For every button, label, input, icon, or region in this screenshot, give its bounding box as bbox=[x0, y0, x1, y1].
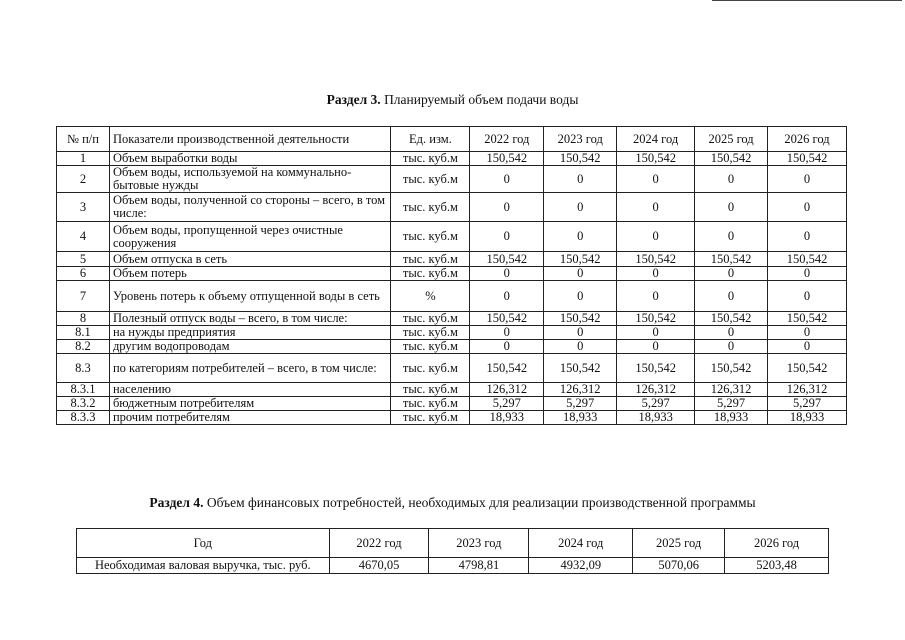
value-2024: 0 bbox=[617, 326, 695, 340]
table-row bbox=[57, 166, 847, 193]
value-2025: 0 bbox=[695, 340, 768, 354]
unit: тыс. куб.м bbox=[391, 267, 470, 281]
value-2022: 0 bbox=[470, 222, 544, 252]
value-2023: 0 bbox=[544, 267, 617, 281]
value-2024: 126,312 bbox=[617, 383, 695, 397]
unit: тыс. куб.м bbox=[391, 222, 470, 252]
unit: тыс. куб.м bbox=[391, 326, 470, 340]
row-number: 8.3 bbox=[57, 354, 110, 383]
indicator-name: на нужды предприятия bbox=[109, 326, 391, 340]
row-number: 6 bbox=[57, 267, 110, 281]
unit: тыс. куб.м bbox=[391, 340, 470, 354]
value-2024: 0 bbox=[617, 166, 695, 193]
table-row bbox=[57, 152, 847, 166]
value-2023: 0 bbox=[544, 326, 617, 340]
value-2025: 150,542 bbox=[695, 354, 768, 383]
value-2022: 0 bbox=[470, 267, 544, 281]
col-header-2022: 2022 год bbox=[470, 127, 544, 152]
value-2025: 5070,06 bbox=[633, 558, 725, 574]
value-2022: 5,297 bbox=[470, 397, 544, 411]
table-row bbox=[57, 222, 847, 252]
table-row bbox=[57, 267, 847, 281]
table-header-row bbox=[57, 127, 847, 152]
value-2025: 150,542 bbox=[695, 312, 768, 326]
unit: тыс. куб.м bbox=[391, 397, 470, 411]
indicator-name: по категориям потребителей – всего, в том числе: bbox=[109, 354, 391, 383]
row-number: 8.2 bbox=[57, 340, 110, 354]
water-supply-table bbox=[56, 126, 847, 425]
value-2025: 0 bbox=[695, 193, 768, 222]
col-header-year: Год bbox=[77, 529, 330, 558]
col-header-2026: 2026 год bbox=[768, 127, 847, 152]
value-2025: 0 bbox=[695, 222, 768, 252]
table-row bbox=[57, 397, 847, 411]
value-2022: 0 bbox=[470, 166, 544, 193]
value-2026: 5,297 bbox=[768, 397, 847, 411]
value-2026: 0 bbox=[768, 326, 847, 340]
value-2023: 126,312 bbox=[544, 383, 617, 397]
unit: тыс. куб.м bbox=[391, 383, 470, 397]
indicator-name: Объем выработки воды bbox=[109, 152, 391, 166]
value-2024: 150,542 bbox=[617, 152, 695, 166]
row-number: 8.3.3 bbox=[57, 411, 110, 425]
row-number: 1 bbox=[57, 152, 110, 166]
value-2023: 0 bbox=[544, 193, 617, 222]
table-row bbox=[57, 411, 847, 425]
row-label: Необходимая валовая выручка, тыс. руб. bbox=[77, 558, 330, 574]
col-header-2026: 2026 год bbox=[725, 529, 829, 558]
value-2026: 0 bbox=[768, 193, 847, 222]
value-2022: 0 bbox=[470, 340, 544, 354]
col-header-2023: 2023 год bbox=[544, 127, 617, 152]
value-2023: 0 bbox=[544, 222, 617, 252]
section-3-number: Раздел 3. bbox=[326, 92, 381, 107]
indicator-name: Объем воды, полученной со стороны – всего, в том числе: bbox=[109, 193, 391, 222]
value-2026: 126,312 bbox=[768, 383, 847, 397]
value-2026: 0 bbox=[768, 281, 847, 312]
section-4-title: Объем финансовых потребностей, необходимых для реализации производственной программы bbox=[203, 495, 756, 510]
unit: тыс. куб.м bbox=[391, 166, 470, 193]
value-2022: 150,542 bbox=[470, 252, 544, 267]
row-number: 8.3.1 bbox=[57, 383, 110, 397]
indicator-name: Объем воды, пропущенной через очистные сооружения bbox=[109, 222, 391, 252]
value-2023: 0 bbox=[544, 281, 617, 312]
unit: % bbox=[391, 281, 470, 312]
indicator-name: Объем потерь bbox=[109, 267, 391, 281]
value-2022: 126,312 bbox=[470, 383, 544, 397]
col-header-2022: 2022 год bbox=[329, 529, 429, 558]
value-2025: 0 bbox=[695, 267, 768, 281]
value-2024: 5,297 bbox=[617, 397, 695, 411]
table-header-row bbox=[77, 529, 829, 558]
value-2026: 150,542 bbox=[768, 152, 847, 166]
unit: тыс. куб.м bbox=[391, 193, 470, 222]
value-2022: 0 bbox=[470, 281, 544, 312]
value-2025: 5,297 bbox=[695, 397, 768, 411]
value-2023: 18,933 bbox=[544, 411, 617, 425]
row-number: 3 bbox=[57, 193, 110, 222]
col-header-unit: Ед. изм. bbox=[391, 127, 470, 152]
value-2023: 5,297 bbox=[544, 397, 617, 411]
indicator-name: бюджетным потребителям bbox=[109, 397, 391, 411]
table-row bbox=[57, 340, 847, 354]
table-row bbox=[77, 558, 829, 574]
value-2026: 5203,48 bbox=[725, 558, 829, 574]
indicator-name: Объем отпуска в сеть bbox=[109, 252, 391, 267]
value-2023: 150,542 bbox=[544, 252, 617, 267]
indicator-name: другим водопроводам bbox=[109, 340, 391, 354]
col-header-indicator: Показатели производственной деятельности bbox=[109, 127, 391, 152]
value-2025: 18,933 bbox=[695, 411, 768, 425]
value-2024: 150,542 bbox=[617, 354, 695, 383]
value-2024: 0 bbox=[617, 267, 695, 281]
section-3-title: Планируемый объем подачи воды bbox=[380, 92, 579, 107]
value-2024: 4932,09 bbox=[529, 558, 633, 574]
table-row bbox=[57, 281, 847, 312]
indicator-name: прочим потребителям bbox=[109, 411, 391, 425]
row-number: 4 bbox=[57, 222, 110, 252]
value-2026: 18,933 bbox=[768, 411, 847, 425]
col-header-2024: 2024 год bbox=[529, 529, 633, 558]
unit: тыс. куб.м bbox=[391, 312, 470, 326]
table-row bbox=[57, 252, 847, 267]
indicator-name: Уровень потерь к объему отпущенной воды в сеть bbox=[109, 281, 391, 312]
value-2022: 150,542 bbox=[470, 354, 544, 383]
row-number: 7 bbox=[57, 281, 110, 312]
indicator-name: Объем воды, используемой на коммунально-бытовые нужды bbox=[109, 166, 391, 193]
row-number: 2 bbox=[57, 166, 110, 193]
value-2026: 0 bbox=[768, 222, 847, 252]
value-2026: 150,542 bbox=[768, 354, 847, 383]
section-4-heading bbox=[0, 495, 905, 511]
value-2024: 0 bbox=[617, 281, 695, 312]
table-row bbox=[57, 312, 847, 326]
row-number: 8.1 bbox=[57, 326, 110, 340]
unit: тыс. куб.м bbox=[391, 152, 470, 166]
value-2022: 150,542 bbox=[470, 312, 544, 326]
indicator-name: населению bbox=[109, 383, 391, 397]
value-2023: 4798,81 bbox=[429, 558, 529, 574]
col-header-2024: 2024 год bbox=[617, 127, 695, 152]
value-2024: 0 bbox=[617, 193, 695, 222]
value-2022: 150,542 bbox=[470, 152, 544, 166]
value-2024: 150,542 bbox=[617, 252, 695, 267]
unit: тыс. куб.м bbox=[391, 252, 470, 267]
value-2026: 0 bbox=[768, 340, 847, 354]
col-header-2025: 2025 год bbox=[695, 127, 768, 152]
value-2022: 4670,05 bbox=[329, 558, 429, 574]
value-2023: 0 bbox=[544, 340, 617, 354]
value-2026: 150,542 bbox=[768, 312, 847, 326]
value-2025: 150,542 bbox=[695, 252, 768, 267]
section-3-heading bbox=[0, 92, 905, 108]
value-2022: 0 bbox=[470, 326, 544, 340]
col-header-2025: 2025 год bbox=[633, 529, 725, 558]
col-header-number: № п/п bbox=[57, 127, 110, 152]
value-2022: 18,933 bbox=[470, 411, 544, 425]
value-2022: 0 bbox=[470, 193, 544, 222]
value-2026: 150,542 bbox=[768, 252, 847, 267]
value-2025: 0 bbox=[695, 281, 768, 312]
table-row bbox=[57, 193, 847, 222]
value-2025: 0 bbox=[695, 326, 768, 340]
unit: тыс. куб.м bbox=[391, 354, 470, 383]
value-2025: 126,312 bbox=[695, 383, 768, 397]
value-2026: 0 bbox=[768, 166, 847, 193]
table-row bbox=[57, 383, 847, 397]
value-2023: 0 bbox=[544, 166, 617, 193]
row-number: 5 bbox=[57, 252, 110, 267]
value-2024: 150,542 bbox=[617, 312, 695, 326]
value-2023: 150,542 bbox=[544, 354, 617, 383]
scan-edge-line bbox=[712, 0, 902, 1]
value-2026: 0 bbox=[768, 267, 847, 281]
value-2023: 150,542 bbox=[544, 312, 617, 326]
value-2023: 150,542 bbox=[544, 152, 617, 166]
indicator-name: Полезный отпуск воды – всего, в том числе: bbox=[109, 312, 391, 326]
value-2024: 0 bbox=[617, 222, 695, 252]
row-number: 8 bbox=[57, 312, 110, 326]
value-2025: 0 bbox=[695, 166, 768, 193]
unit: тыс. куб.м bbox=[391, 411, 470, 425]
value-2025: 150,542 bbox=[695, 152, 768, 166]
row-number: 8.3.2 bbox=[57, 397, 110, 411]
col-header-2023: 2023 год bbox=[429, 529, 529, 558]
section-4-number: Раздел 4. bbox=[149, 495, 204, 510]
table-row bbox=[57, 326, 847, 340]
financial-needs-table bbox=[76, 528, 829, 574]
value-2024: 18,933 bbox=[617, 411, 695, 425]
table-row bbox=[57, 354, 847, 383]
value-2024: 0 bbox=[617, 340, 695, 354]
